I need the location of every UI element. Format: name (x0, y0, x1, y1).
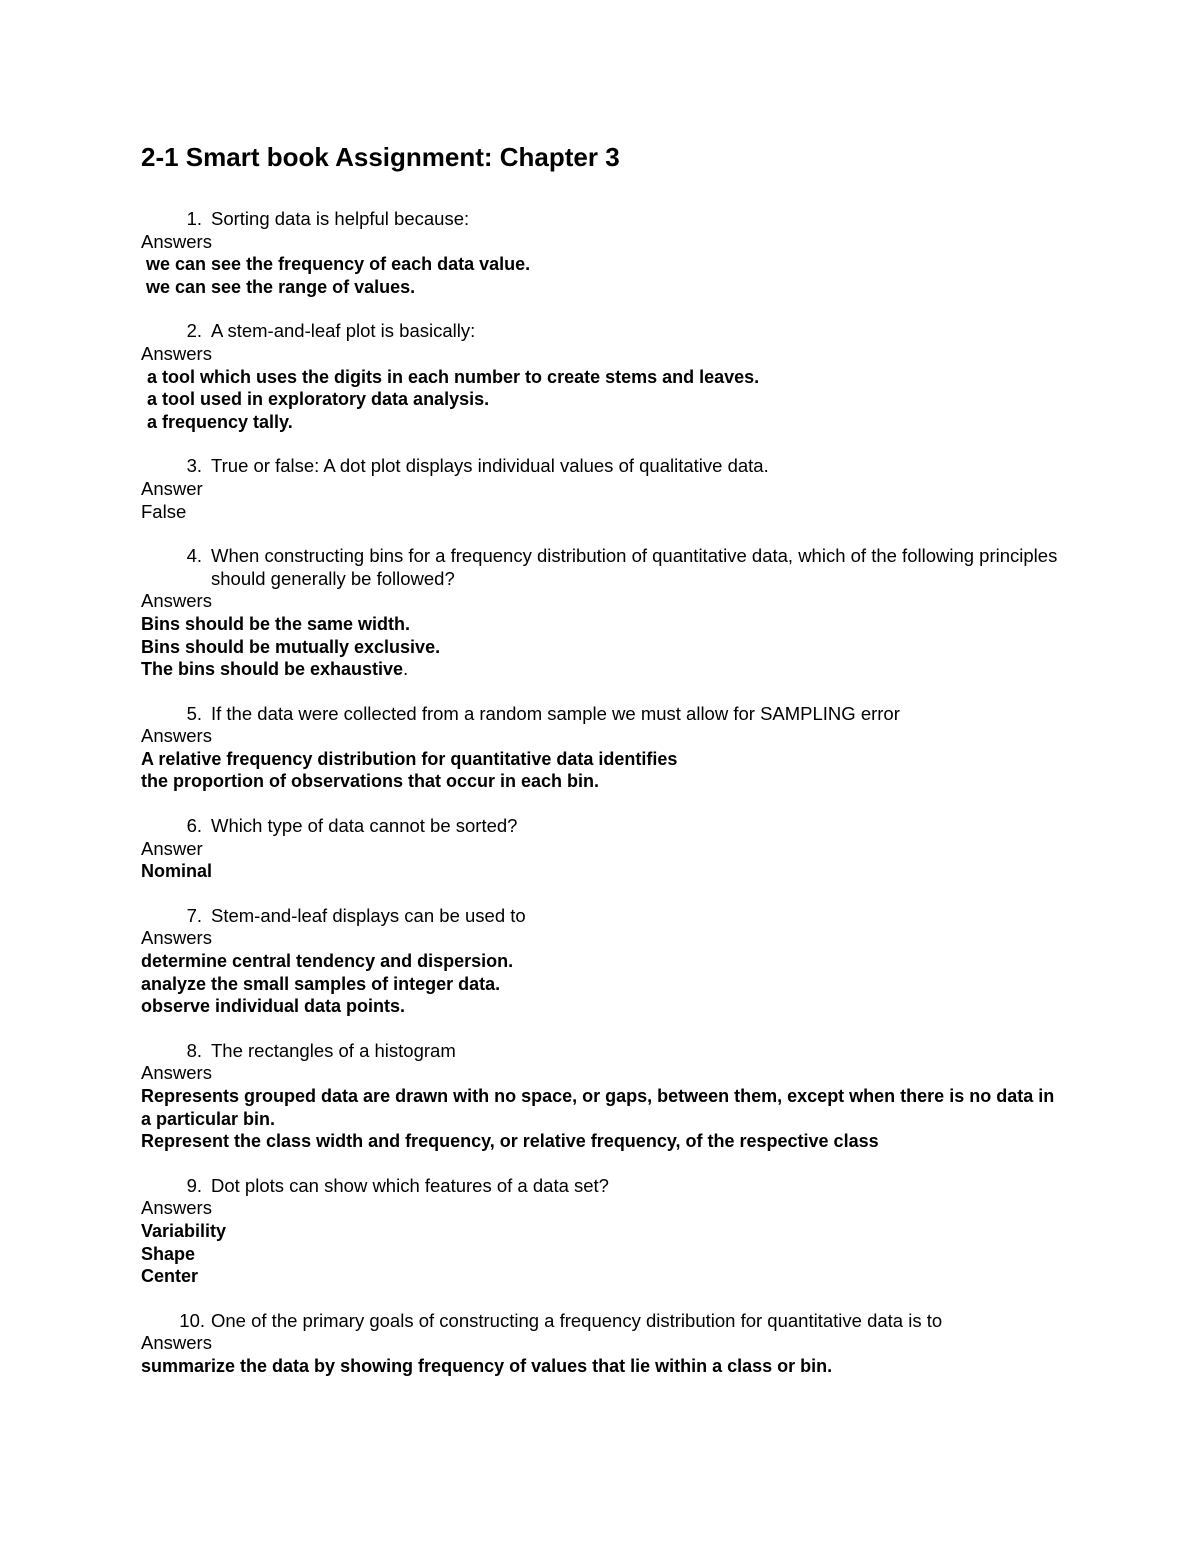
question-number: 10. (179, 1309, 205, 1331)
question-9 (141, 1175, 1061, 1288)
question-text: A stem-and-leaf plot is basically: (211, 320, 476, 342)
question-5 (141, 703, 1061, 793)
answer-item: Nominal (141, 861, 213, 882)
answer-item: summarize the data by showing frequency of values that lie within a class or bin. (141, 1355, 833, 1376)
answer-item: determine central tendency and dispersion. (141, 951, 514, 972)
question-line (141, 1310, 1061, 1333)
answer-item: a frequency tally. (147, 411, 293, 432)
answer-item: analyze the small samples of integer data. (141, 973, 501, 994)
question-number: 2. (186, 320, 202, 342)
answer-item: Shape (141, 1243, 196, 1264)
answer-label: Answers (141, 590, 212, 612)
answer-label: Answers (141, 927, 212, 949)
answer-item (141, 658, 1061, 681)
answer-label: Answers (141, 725, 212, 747)
question-number: 8. (186, 1039, 202, 1061)
question-text: Dot plots can show which features of a data set? (211, 1174, 609, 1196)
question-number: 5. (186, 702, 202, 724)
question-text: True or false: A dot plot displays individual values of qualitative data. (211, 455, 769, 477)
answer-label: Answers (141, 1332, 212, 1354)
question-text: If the data were collected from a random sample we must allow for SAMPLING error (211, 702, 900, 724)
question-text: One of the primary goals of constructing a frequency distribution for quantitative data is to (211, 1309, 943, 1331)
question-text: The rectangles of a histogram (211, 1039, 456, 1061)
question-number: 6. (186, 815, 202, 837)
question-text: Which type of data cannot be sorted? (211, 815, 518, 837)
answer-item: Represent the class width and frequency, or relative frequency, of the respective class (141, 1131, 879, 1152)
question-line (141, 905, 1061, 928)
answer-text: The bins should be exhaustive (141, 659, 404, 680)
answer-item: a tool which uses the digits in each number to create stems and leaves. (147, 366, 760, 387)
question-2 (141, 320, 1061, 433)
question-line (141, 1175, 1061, 1198)
answer-label: Answers (141, 1197, 212, 1219)
answer-item: Variability (141, 1220, 227, 1241)
question-line (141, 703, 1061, 726)
question-6 (141, 815, 1061, 883)
answer-item: Center (141, 1266, 199, 1287)
answer-item: Represents grouped data are drawn with no space, or gaps, between them, except when there is no data in a particular bin. (141, 1086, 1055, 1129)
answer-item: Bins should be mutually exclusive. (141, 636, 441, 657)
question-8 (141, 1040, 1061, 1153)
question-10 (141, 1310, 1061, 1378)
answer-item: a tool used in exploratory data analysis. (147, 389, 490, 410)
question-number: 1. (186, 208, 202, 229)
question-text: When constructing bins for a frequency distribution of quantitative data, which of the following principles should generally be followed? (211, 545, 1058, 589)
question-3 (141, 455, 1061, 523)
answer-item: Bins should be the same width. (141, 613, 411, 634)
question-number: 3. (186, 455, 202, 477)
question-number: 4. (186, 545, 202, 567)
question-line (141, 320, 1061, 343)
question-line (141, 545, 1061, 590)
answer-label: Answer (141, 477, 203, 499)
question-7 (141, 905, 1061, 1018)
question-number: 9. (186, 1174, 202, 1196)
answer-item: observe individual data points. (141, 996, 406, 1017)
question-number: 7. (186, 904, 202, 926)
question-line (141, 208, 1061, 231)
answer-item: we can see the frequency of each data value. (146, 254, 531, 275)
answer-item: False (141, 500, 187, 522)
answer-label: Answer (141, 837, 203, 859)
answer-label: Answers (141, 1062, 212, 1084)
answer-trailing-period: . (403, 659, 409, 680)
question-line (141, 815, 1061, 838)
question-line (141, 1040, 1061, 1063)
answer-label: Answers (141, 230, 212, 252)
question-text: Stem-and-leaf displays can be used to (211, 904, 526, 926)
question-text: Sorting data is helpful because: (211, 208, 470, 229)
answer-item: the proportion of observations that occur in each bin. (141, 771, 600, 792)
question-line (141, 455, 1061, 478)
answer-label: Answers (141, 342, 212, 364)
answer-item: A relative frequency distribution for quantitative data identifies (141, 748, 678, 769)
question-1 (141, 208, 1061, 298)
page-title: 2-1 Smart book Assignment: Chapter 3 (141, 142, 620, 172)
answer-item: we can see the range of values. (146, 276, 416, 297)
document-page (141, 140, 1061, 1400)
question-4 (141, 545, 1061, 681)
